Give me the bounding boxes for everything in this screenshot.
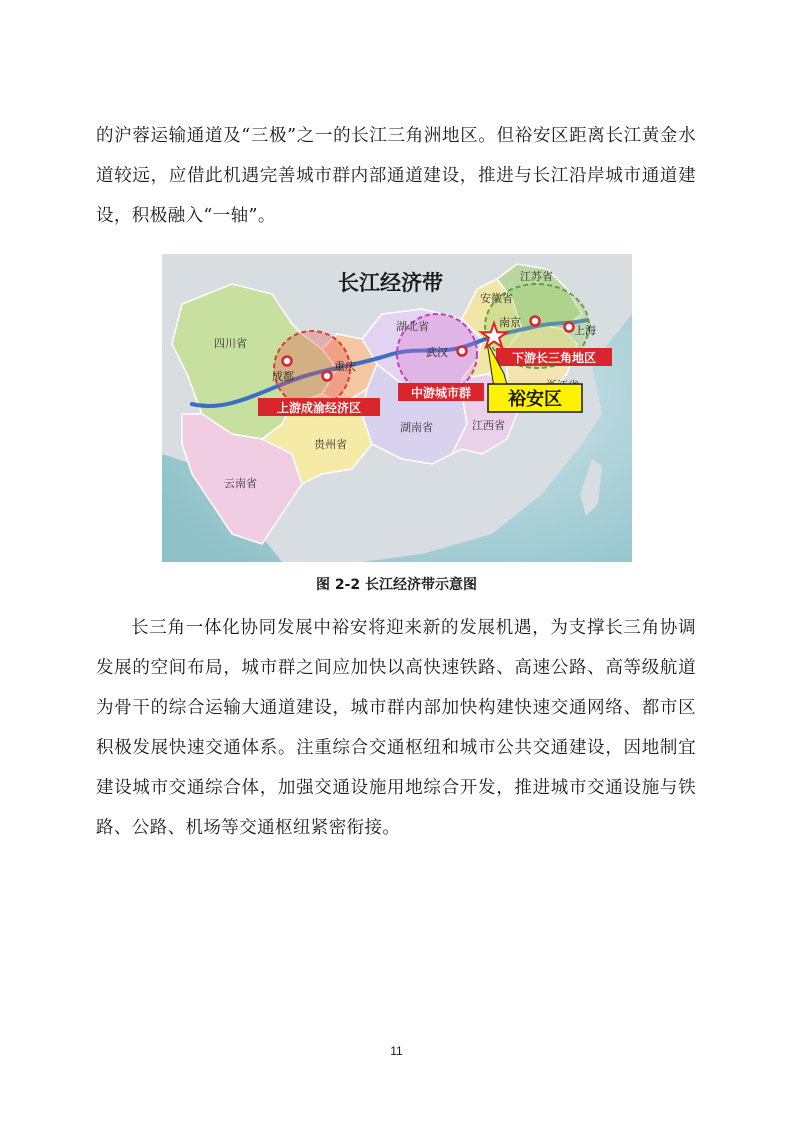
label-guizhou: 贵州省 — [314, 438, 347, 451]
label-anhui: 安徽省 — [480, 292, 513, 305]
label-shanghai: 上海 — [574, 324, 596, 337]
city-marker-wuhan — [458, 347, 467, 356]
city-marker-nanjing — [531, 317, 540, 326]
label-chongqing: 重庆 — [334, 360, 356, 373]
label-hunan: 湖南省 — [400, 421, 433, 434]
paragraph-intro: 的沪蓉运输通道及“三极”之一的长江三角洲地区。但裕安区距离长江黄金水道较远，应借此机遇完善城市群内部通道建设，推进与长江沿岸城市通道建设，积极融入“一轴”。 — [96, 126, 696, 226]
page-number: 11 — [390, 1044, 403, 1058]
upper-region-label: 上游成渝经济区 — [276, 401, 362, 415]
city-marker-chengdu — [283, 357, 292, 366]
label-yunnan: 云南省 — [224, 477, 257, 490]
lower-region-label: 下游长三角地区 — [511, 351, 597, 365]
label-nanjing: 南京 — [499, 316, 521, 329]
middle-region-label: 中游城市群 — [410, 386, 472, 400]
label-jiangxi: 江西省 — [472, 419, 505, 432]
label-sichuan: 四川省 — [214, 337, 247, 350]
yangtze-economic-belt-map — [162, 254, 632, 562]
label-chengdu: 成都 — [272, 370, 294, 383]
city-marker-chongqing — [323, 372, 332, 381]
label-wuhan: 武汉 — [426, 346, 448, 359]
figure-caption: 图 2-2 长江经济带示意图 — [315, 577, 478, 593]
map-title: 长江经济带 — [338, 271, 443, 295]
callout-label: 裕安区 — [508, 389, 562, 410]
label-hubei: 湖北省 — [396, 320, 429, 333]
paragraph-body: 长三角一体化协同发展中裕安将迎来新的发展机遇，为支撑长三角协调发展的空间布局，城市群之间应加快以高快速铁路、高速公路、高等级航道为骨干的综合运输大通道建设，城市群内部加快构建快速交通网络、都市区积极发展快速交通体系。注重综合交通枢纽和城市公共交通建设，因地制宜建设城市交通综合体，加强交通设施用地综合开发，推进城市交通设施与铁路、公路、机场等交通枢纽紧密衔接。 — [96, 618, 696, 838]
label-jiangsu: 江苏省 — [520, 270, 553, 283]
city-marker-shanghai — [565, 323, 574, 332]
